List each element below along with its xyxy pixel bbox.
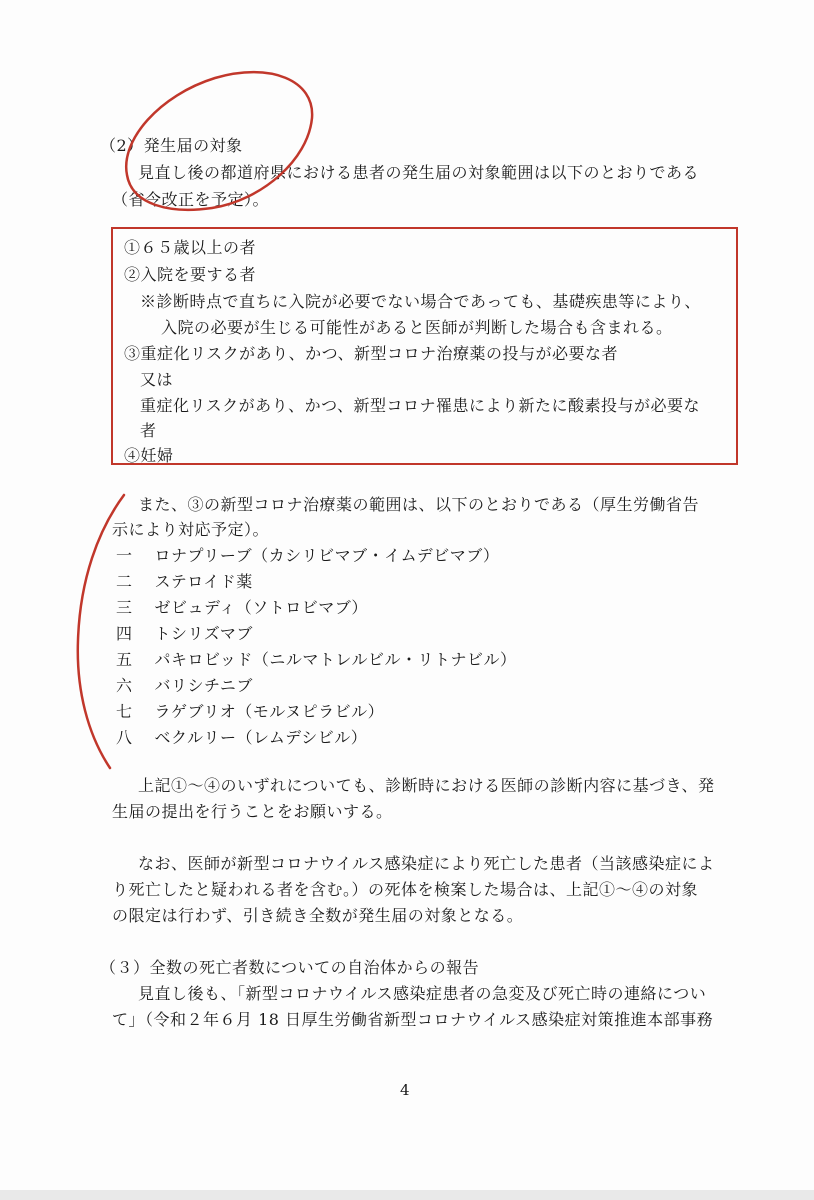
- drugs-intro-line-1: また、③の新型コロナ治療薬の範囲は、以下のとおりである（厚生労働省告: [138, 495, 700, 514]
- criteria-item-3: ③重症化リスクがあり、かつ、新型コロナ治療薬の投与が必要な者: [124, 344, 619, 363]
- drug-list-item: 二 ステロイド薬: [116, 572, 253, 591]
- bottom-band: [0, 1190, 814, 1200]
- note-2-line-1: なお、医師が新型コロナウイルス感染症により死亡した患者（当該感染症によ: [138, 854, 715, 873]
- drug-list-item: 四 トシリズマブ: [116, 624, 253, 643]
- note-1-line-1: 上記①～④のいずれについても、診断時における医師の診断内容に基づき、発: [138, 776, 715, 795]
- criteria-item-2-note: ※診断時点で直ちに入院が必要でない場合であっても、基礎疾患等により、: [140, 292, 701, 311]
- section-3-line-1: 見直し後も、「新型コロナウイルス感染症患者の急変及び死亡時の連絡につい: [138, 984, 707, 1003]
- criteria-item-2-note-cont: 入院の必要が生じる可能性があると医師が判断した場合も含まれる。: [161, 318, 673, 337]
- drug-list-item: 三 ゼビュディ（ソトロビマブ）: [116, 598, 368, 617]
- criteria-item-3-alt-cont: 者: [140, 421, 157, 440]
- red-circle-annotation: [126, 72, 312, 210]
- criteria-item-3-or: 又は: [140, 370, 174, 389]
- drug-list-item: 五 パキロビッド（ニルマトレルビル・リトナビル）: [116, 650, 517, 669]
- page-number: 4: [400, 1081, 410, 1099]
- section-2-heading: （2）発生届の対象: [100, 136, 243, 155]
- drugs-intro-line-2: 示により対応予定）。: [112, 520, 270, 539]
- section-2-intro-line-2: （省令改正を予定）。: [112, 190, 270, 209]
- drug-list-item: 七 ラゲブリオ（モルヌピラビル）: [116, 702, 385, 721]
- note-1-line-2: 生届の提出を行うことをお願いする。: [112, 802, 393, 821]
- section-2-intro-line-1: 見直し後の都道府県における患者の発生届の対象範囲は以下のとおりである: [138, 163, 700, 182]
- criteria-item-4: ④妊婦: [124, 446, 174, 465]
- section-3-line-2: て」（令和２年６月 18 日厚生労働省新型コロナウイルス感染症対策推進本部事務: [112, 1010, 714, 1029]
- note-2-line-3: の限定は行わず、引き続き全数が発生届の対象となる。: [112, 906, 524, 925]
- section-3-heading: （３）全数の死亡者数についての自治体からの報告: [100, 958, 480, 977]
- drug-list-item: 一 ロナプリーブ（カシリビマブ・イムデビマブ）: [116, 546, 500, 565]
- criteria-item-2: ②入院を要する者: [124, 265, 257, 284]
- note-2-line-2: り死亡したと疑われる者を含む。）の死体を検案した場合は、上記①～④の対象: [112, 880, 699, 899]
- red-bracket-annotation: [78, 495, 124, 768]
- criteria-item-3-alt: 重症化リスクがあり、かつ、新型コロナ罹患により新たに酸素投与が必要な: [140, 396, 701, 415]
- drug-list-item: 六 バリシチニブ: [116, 676, 253, 695]
- criteria-item-1: ①６５歳以上の者: [124, 238, 257, 257]
- drug-list-item: 八 ベクルリー（レムデシビル）: [116, 728, 368, 747]
